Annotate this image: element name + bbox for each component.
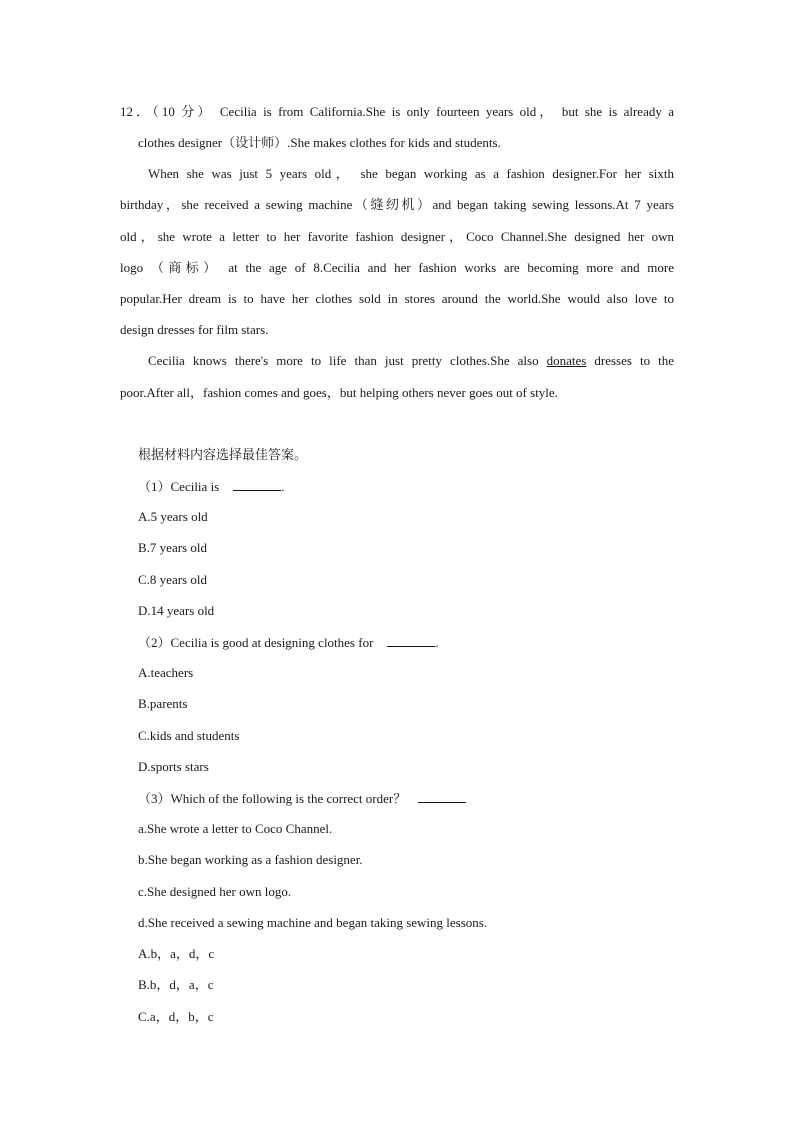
answer-blank [233,478,281,491]
answer-blank [387,634,435,647]
answer-blank [418,790,466,803]
q2-stem-tail: . [435,635,439,650]
q2-stem [138,634,439,651]
q3-event: a.She wrote a letter to Coco Channel. [138,821,333,836]
q2-stem-text: （2）Cecilia is good at designing clothes for [138,635,374,650]
instruction: 根据材料内容选择最佳答案。 [138,447,308,462]
q3-stem [138,790,466,807]
passage-line: old，she wrote a letter to her favorite fashion designer，Coco Channel.She designed her own [120,229,674,244]
q3-stem-text: （3）Which of the following is the correct order？ [138,791,407,806]
q3-event: d.She received a sewing machine and began taking sewing lessons. [138,915,488,930]
q3-option: B.b，d，a，c [138,977,214,992]
q1-option: B.7 years old [138,540,207,555]
passage-line: popular.Her dream is to have her clothes sold in stores around the world.She would also love to [120,291,674,306]
q1-option: A.5 years old [138,509,208,524]
q2-option: A.teachers [138,665,194,680]
question-header-line2: clothes designer（设计师）.She makes clothes for kids and students. [138,135,501,150]
passage2-text-tail: dresses to the [586,353,674,368]
q3-option: C.a，d，b，c [138,1009,214,1024]
passage2-text: Cecilia knows there's more to life than just pretty clothes.She also [148,353,547,368]
q1-option: C.8 years old [138,572,207,587]
passage-line: When she was just 5 years old， she began working as a fashion designer.For her sixth [148,166,674,181]
q3-event: b.She began working as a fashion designer. [138,852,363,867]
q2-option: C.kids and students [138,728,240,743]
passage-line: logo （商标） at the age of 8.Cecilia and her fashion works are becoming more and more [120,260,674,275]
q3-event: c.She designed her own logo. [138,884,292,899]
underlined-word: donates [546,353,587,368]
q1-stem [138,478,285,495]
question-header: 12．（10 分） Cecilia is from California.She is only fourteen years old， but she is already a [120,104,674,119]
q3-option: A.b，a，d，c [138,946,215,961]
passage-line: birthday，she received a sewing machine（缝纫机）and began taking sewing lessons.At 7 years [120,197,674,212]
q1-option: D.14 years old [138,603,215,618]
passage2-line2: poor.After all，fashion comes and goes，but helping others never goes out of style. [120,385,558,400]
q2-option: D.sports stars [138,759,209,774]
q2-option: B.parents [138,696,188,711]
passage2-line [148,353,674,369]
passage-line: design dresses for film stars. [120,322,269,337]
q1-stem-tail: . [281,479,285,494]
q1-stem-text: （1）Cecilia is [138,479,220,494]
